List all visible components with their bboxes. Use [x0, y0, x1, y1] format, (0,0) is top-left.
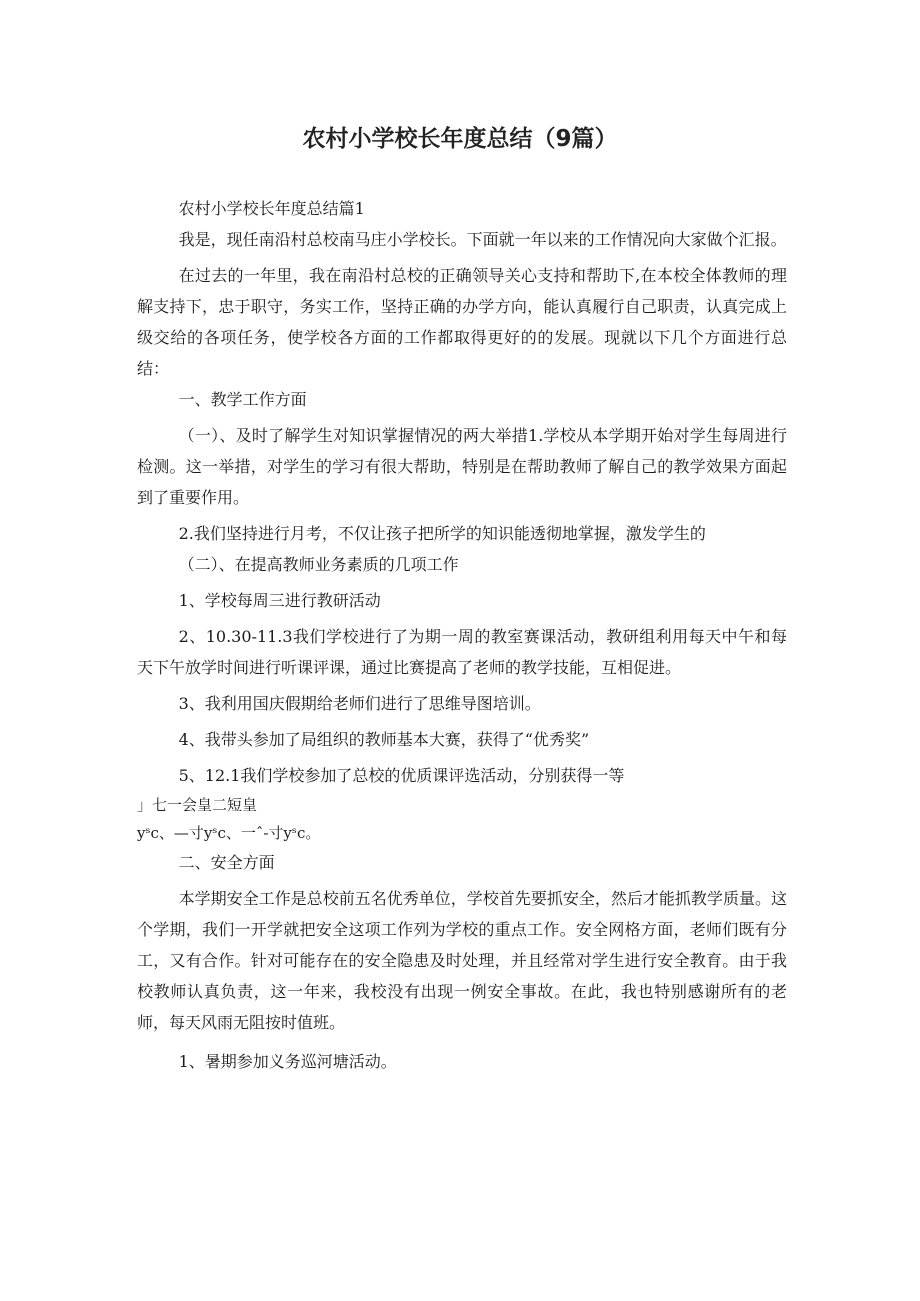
paragraph-teaching-1: （一）、及时了解学生对知识掌握情况的两大举措1.学校从本学期开始对学生每周进行检测。这一举措，对学生的学习有很大帮助，特别是在帮助教师了解自己的教学效果方面起到了重要作用。: [137, 426, 787, 507]
heading-teaching: 一、教学工作方面: [178, 390, 307, 409]
document-title: 农村小学校长年度总结（9篇）: [302, 126, 618, 152]
list-item-1: 1、学校每周三进行教研活动: [178, 591, 381, 610]
document-body: [137, 193, 787, 1077]
section-heading: 农村小学校长年度总结篇1: [178, 199, 365, 218]
list-item-2: 2、10.30-11.3我们学校进行了为期一周的教室赛课活动，教研组利用每天中午和每天下午放学时间进行听课评课，通过比赛提高了老师的教学技能，互相促进。: [137, 627, 787, 677]
garbled-line-1: 」七一会皇二短皇: [137, 796, 258, 814]
paragraph-intro: 我是，现任南沿村总校南马庄小学校长。下面就一年以来的工作情况向大家做个汇报。: [178, 230, 787, 249]
paragraph-overview: 在过去的一年里，我在南沿村总校的正确领导关心支持和帮助下,在本校全体教师的理解支持下，忠于职守，务实工作，坚持正确的办学方向，能认真履行自己职责，认真完成上级交给的各项任务，使学校各方面的工作都取得更好的的发展。现就以下几个方面进行总结：: [137, 266, 787, 378]
garbled-line-2: yˢc、—寸yˢc、一ˆ-寸yˢc。: [137, 824, 321, 842]
heading-teacher-quality: （二）、在提高教师业务素质的几项工作: [178, 555, 459, 574]
list-item-safety-1: 1、暑期参加义务巡河塘活动。: [178, 1052, 397, 1071]
list-item-4: 4、我带头参加了局组织的教师基本大赛，获得了“优秀奖”: [178, 730, 590, 749]
paragraph-safety: 本学期安全工作是总校前五名优秀单位，学校首先要抓安全，然后才能抓教学质量。这个学期，我们一开学就把安全这项工作列为学校的重点工作。安全网格方面，老师们既有分工，又有合作。针对可能存在的安全隐患及时处理，并且经常对学生进行安全教育。由于我校教师认真负责，这一年来，我校没有出现一例安全事故。在此，我也特别感谢所有的老师，每天风雨无阻按时值班。: [137, 889, 787, 1032]
list-item-5: 5、12.1我们学校参加了总校的优质课评选活动，分别获得一等: [178, 766, 625, 785]
list-item-3: 3、我利用国庆假期给老师们进行了思维导图培训。: [178, 694, 541, 713]
heading-safety: 二、安全方面: [178, 853, 275, 872]
paragraph-teaching-2: 2.我们坚持进行月考，不仅让孩子把所学的知识能透彻地掌握，激发学生的: [178, 524, 706, 543]
